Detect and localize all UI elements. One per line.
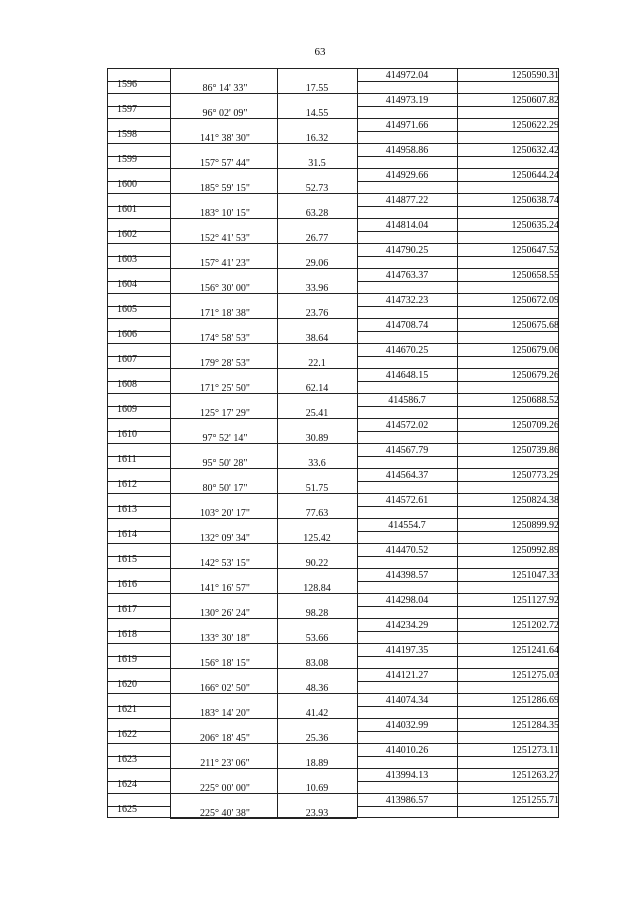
point-number: 1604 (117, 278, 137, 290)
direction-angle: 125° 17' 29" (200, 407, 250, 419)
row-divider (107, 343, 170, 344)
row-divider (107, 568, 170, 569)
segment-length: 14.55 (305, 107, 329, 119)
coordinate-y: 1251286.69 (511, 695, 559, 706)
coordinate-y: 1250739.86 (511, 445, 559, 456)
segment-length: 125.42 (303, 532, 331, 544)
point-number: 1597 (117, 103, 137, 115)
coordinate-x: 414972.04 (385, 70, 429, 81)
coordinate-x: 413986.57 (385, 795, 429, 806)
coordinate-y: 1251127.92 (511, 595, 559, 606)
row-divider (107, 193, 170, 194)
coordinate-x: 414877.22 (385, 195, 429, 206)
segment-length: 33.96 (305, 282, 329, 294)
row-divider (107, 318, 170, 319)
row-divider (107, 243, 170, 244)
coordinate-y: 1250622.29 (511, 120, 559, 131)
coordinate-y: 1250607.82 (511, 95, 559, 106)
row-divider (107, 618, 170, 619)
direction-angle: 141° 16' 57" (200, 582, 250, 594)
coordinate-x: 414572.61 (385, 495, 429, 506)
segment-length: 98.28 (305, 607, 329, 619)
point-number: 1623 (117, 753, 137, 765)
direction-angle: 225° 40' 38" (200, 807, 250, 819)
direction-angle: 225° 00' 00" (200, 782, 250, 794)
row-divider (107, 668, 170, 669)
coordinate-y: 1250709.26 (511, 420, 559, 431)
coordinate-x: 414763.37 (385, 270, 429, 281)
row-divider (107, 543, 170, 544)
row-divider (357, 318, 559, 319)
row-divider (107, 418, 170, 419)
segment-length: 25.36 (305, 732, 329, 744)
coordinate-x: 414298.04 (385, 595, 429, 606)
coordinate-y: 1250658.55 (511, 270, 559, 281)
row-divider (357, 393, 559, 394)
direction-angle: 156° 18' 15" (200, 657, 250, 669)
coordinate-x: 414586.7 (388, 395, 426, 406)
coordinate-y: 1250679.26 (511, 370, 559, 381)
point-number: 1599 (117, 153, 137, 165)
row-divider (357, 443, 559, 444)
coordinate-y: 1250675.68 (511, 320, 559, 331)
coordinate-y: 1250773.29 (511, 470, 559, 481)
point-number: 1618 (117, 628, 137, 640)
direction-angle: 157° 41' 23" (200, 257, 250, 269)
row-divider (357, 468, 559, 469)
coordinate-y: 1251202.72 (511, 620, 559, 631)
coordinate-x: 414958.86 (385, 145, 429, 156)
coordinate-x: 414010.26 (385, 745, 429, 756)
segment-length: 23.93 (305, 807, 329, 819)
direction-angle: 130° 26' 24" (200, 607, 250, 619)
coordinate-y: 1251284.35 (511, 720, 559, 731)
row-divider (107, 368, 170, 369)
row-divider (357, 368, 559, 369)
row-divider (107, 443, 170, 444)
coordinate-y: 1250899.92 (511, 520, 559, 531)
direction-angle: 103° 20' 17" (200, 507, 250, 519)
direction-angle: 185° 59' 15" (200, 182, 250, 194)
row-divider (107, 143, 170, 144)
coordinate-x: 414398.57 (385, 570, 429, 581)
row-divider (357, 568, 559, 569)
coordinate-x: 414572.02 (385, 420, 429, 431)
direction-angle: 211° 23' 06" (200, 757, 250, 769)
coordinate-y: 1251241.64 (511, 645, 559, 656)
point-number: 1620 (117, 678, 137, 690)
coordinate-x: 414470.52 (385, 545, 429, 556)
point-number: 1600 (117, 178, 137, 190)
coordinate-y: 1250688.52 (511, 395, 559, 406)
coordinate-y: 1250632.42 (511, 145, 559, 156)
row-divider (107, 168, 170, 169)
coordinate-y: 1250824.38 (511, 495, 559, 506)
row-divider (357, 693, 559, 694)
row-divider (107, 743, 170, 744)
segment-length: 17.55 (305, 82, 329, 94)
coordinate-y: 1251273.11 (511, 745, 559, 756)
coordinate-y: 1250992.89 (511, 545, 559, 556)
coordinate-x: 414074.34 (385, 695, 429, 706)
row-divider (107, 768, 170, 769)
point-number: 1610 (117, 428, 137, 440)
table-border (107, 68, 559, 69)
row-divider (357, 418, 559, 419)
coordinate-x: 414564.37 (385, 470, 429, 481)
segment-length: 33.6 (308, 457, 326, 469)
direction-angle: 141° 38' 30" (200, 132, 250, 144)
direction-angle: 157° 57' 44" (200, 157, 250, 169)
coordinate-y: 1250644.24 (511, 170, 559, 181)
point-number: 1613 (117, 503, 137, 515)
coordinate-y: 1250590.31 (511, 70, 559, 81)
coordinate-x: 414732.23 (385, 295, 429, 306)
row-divider (357, 93, 559, 94)
coordinate-y: 1251275.03 (511, 670, 559, 681)
row-divider (107, 493, 170, 494)
direction-angle: 132° 09' 34" (200, 532, 250, 544)
row-divider (357, 718, 559, 719)
direction-angle: 171° 25' 50" (200, 382, 250, 394)
page-number: 63 (314, 46, 326, 58)
row-divider (357, 518, 559, 519)
segment-length: 26.77 (305, 232, 329, 244)
coordinate-y: 1250638.74 (511, 195, 559, 206)
row-divider (357, 243, 559, 244)
row-divider (357, 143, 559, 144)
coordinate-x: 414708.74 (385, 320, 429, 331)
point-number: 1614 (117, 528, 137, 540)
point-number: 1598 (117, 128, 137, 140)
row-divider (357, 593, 559, 594)
coordinate-x: 414973.19 (385, 95, 429, 106)
segment-length: 62.14 (305, 382, 329, 394)
direction-angle: 171° 18' 38" (200, 307, 250, 319)
row-divider (107, 718, 170, 719)
direction-angle: 179° 28' 53" (200, 357, 250, 369)
direction-angle: 183° 14' 20" (200, 707, 250, 719)
row-divider (107, 268, 170, 269)
coordinate-x: 414814.04 (385, 220, 429, 231)
direction-angle: 133° 30' 18" (200, 632, 250, 644)
point-number: 1612 (117, 478, 137, 490)
point-number: 1617 (117, 603, 137, 615)
row-divider (357, 218, 559, 219)
coordinate-y: 1250635.24 (511, 220, 559, 231)
direction-angle: 183° 10' 15" (200, 207, 250, 219)
coordinate-x: 414197.35 (385, 645, 429, 656)
coordinate-x: 414032.99 (385, 720, 429, 731)
row-divider (107, 643, 170, 644)
row-divider (357, 543, 559, 544)
direction-angle: 206° 18' 45" (200, 732, 250, 744)
row-divider (107, 468, 170, 469)
row-divider (357, 493, 559, 494)
point-number: 1616 (117, 578, 137, 590)
direction-angle: 80° 50' 17" (202, 482, 248, 494)
point-number: 1606 (117, 328, 137, 340)
coordinate-x: 414234.29 (385, 620, 429, 631)
direction-angle: 97° 52' 14" (202, 432, 248, 444)
row-divider (357, 118, 559, 119)
segment-length: 29.06 (305, 257, 329, 269)
coordinates-table (107, 68, 559, 818)
segment-length: 63.28 (305, 207, 329, 219)
row-divider (107, 793, 170, 794)
segment-length: 10.69 (305, 782, 329, 794)
coordinate-y: 1251255.71 (511, 795, 559, 806)
row-divider (107, 393, 170, 394)
row-divider (107, 293, 170, 294)
row-divider (357, 268, 559, 269)
segment-length: 30.89 (305, 432, 329, 444)
point-number: 1611 (117, 453, 137, 465)
direction-angle: 152° 41' 53" (200, 232, 250, 244)
point-number: 1615 (117, 553, 137, 565)
segment-length: 25.41 (305, 407, 329, 419)
direction-angle: 96° 02' 09" (202, 107, 248, 119)
segment-length: 41.42 (305, 707, 329, 719)
coordinate-y: 1250679.06 (511, 345, 559, 356)
point-number: 1621 (117, 703, 137, 715)
point-number: 1608 (117, 378, 137, 390)
row-divider (357, 193, 559, 194)
coordinate-x: 414567.79 (385, 445, 429, 456)
row-divider (107, 693, 170, 694)
direction-angle: 95° 50' 28" (202, 457, 248, 469)
coordinate-x: 414929.66 (385, 170, 429, 181)
row-divider (357, 743, 559, 744)
point-number: 1607 (117, 353, 137, 365)
segment-length: 128.84 (303, 582, 331, 594)
row-divider (357, 168, 559, 169)
segment-length: 38.64 (305, 332, 329, 344)
row-divider (357, 668, 559, 669)
segment-length: 16.32 (305, 132, 329, 144)
row-divider (357, 768, 559, 769)
row-divider (107, 218, 170, 219)
row-divider (357, 793, 559, 794)
row-divider (357, 343, 559, 344)
row-divider (107, 93, 170, 94)
segment-length: 51.75 (305, 482, 329, 494)
coordinate-x: 413994.13 (385, 770, 429, 781)
segment-length: 48.36 (305, 682, 329, 694)
segment-length: 77.63 (305, 507, 329, 519)
coordinate-x: 414121.27 (385, 670, 429, 681)
row-divider (107, 518, 170, 519)
row-divider (357, 643, 559, 644)
segment-length: 52.73 (305, 182, 329, 194)
point-number: 1625 (117, 803, 137, 815)
segment-length: 22.1 (308, 357, 326, 369)
coordinate-x: 414554.7 (388, 520, 426, 531)
point-number: 1605 (117, 303, 137, 315)
segment-length: 83.08 (305, 657, 329, 669)
row-divider (107, 593, 170, 594)
point-number: 1622 (117, 728, 137, 740)
segment-length: 31.5 (308, 157, 326, 169)
coordinate-y: 1251263.27 (511, 770, 559, 781)
direction-angle: 142° 53' 15" (200, 557, 250, 569)
direction-angle: 156° 30' 00" (200, 282, 250, 294)
point-number: 1601 (117, 203, 137, 215)
point-number: 1609 (117, 403, 137, 415)
row-divider (107, 118, 170, 119)
direction-angle: 86° 14' 33" (202, 82, 248, 94)
coordinate-x: 414670.25 (385, 345, 429, 356)
point-number: 1603 (117, 253, 137, 265)
direction-angle: 166° 02' 50" (200, 682, 250, 694)
row-divider (357, 293, 559, 294)
coordinate-y: 1251047.33 (511, 570, 559, 581)
segment-length: 23.76 (305, 307, 329, 319)
segment-length: 90.22 (305, 557, 329, 569)
coordinate-x: 414971.66 (385, 120, 429, 131)
segment-length: 18.89 (305, 757, 329, 769)
coordinate-y: 1250672.09 (511, 295, 559, 306)
point-number: 1624 (117, 778, 137, 790)
segment-length: 53.66 (305, 632, 329, 644)
point-number: 1619 (117, 653, 137, 665)
coordinate-y: 1250647.52 (511, 245, 559, 256)
row-divider (357, 618, 559, 619)
point-number: 1596 (117, 78, 137, 90)
point-number: 1602 (117, 228, 137, 240)
coordinate-x: 414648.15 (385, 370, 429, 381)
coordinate-x: 414790.25 (385, 245, 429, 256)
direction-angle: 174° 58' 53" (200, 332, 250, 344)
